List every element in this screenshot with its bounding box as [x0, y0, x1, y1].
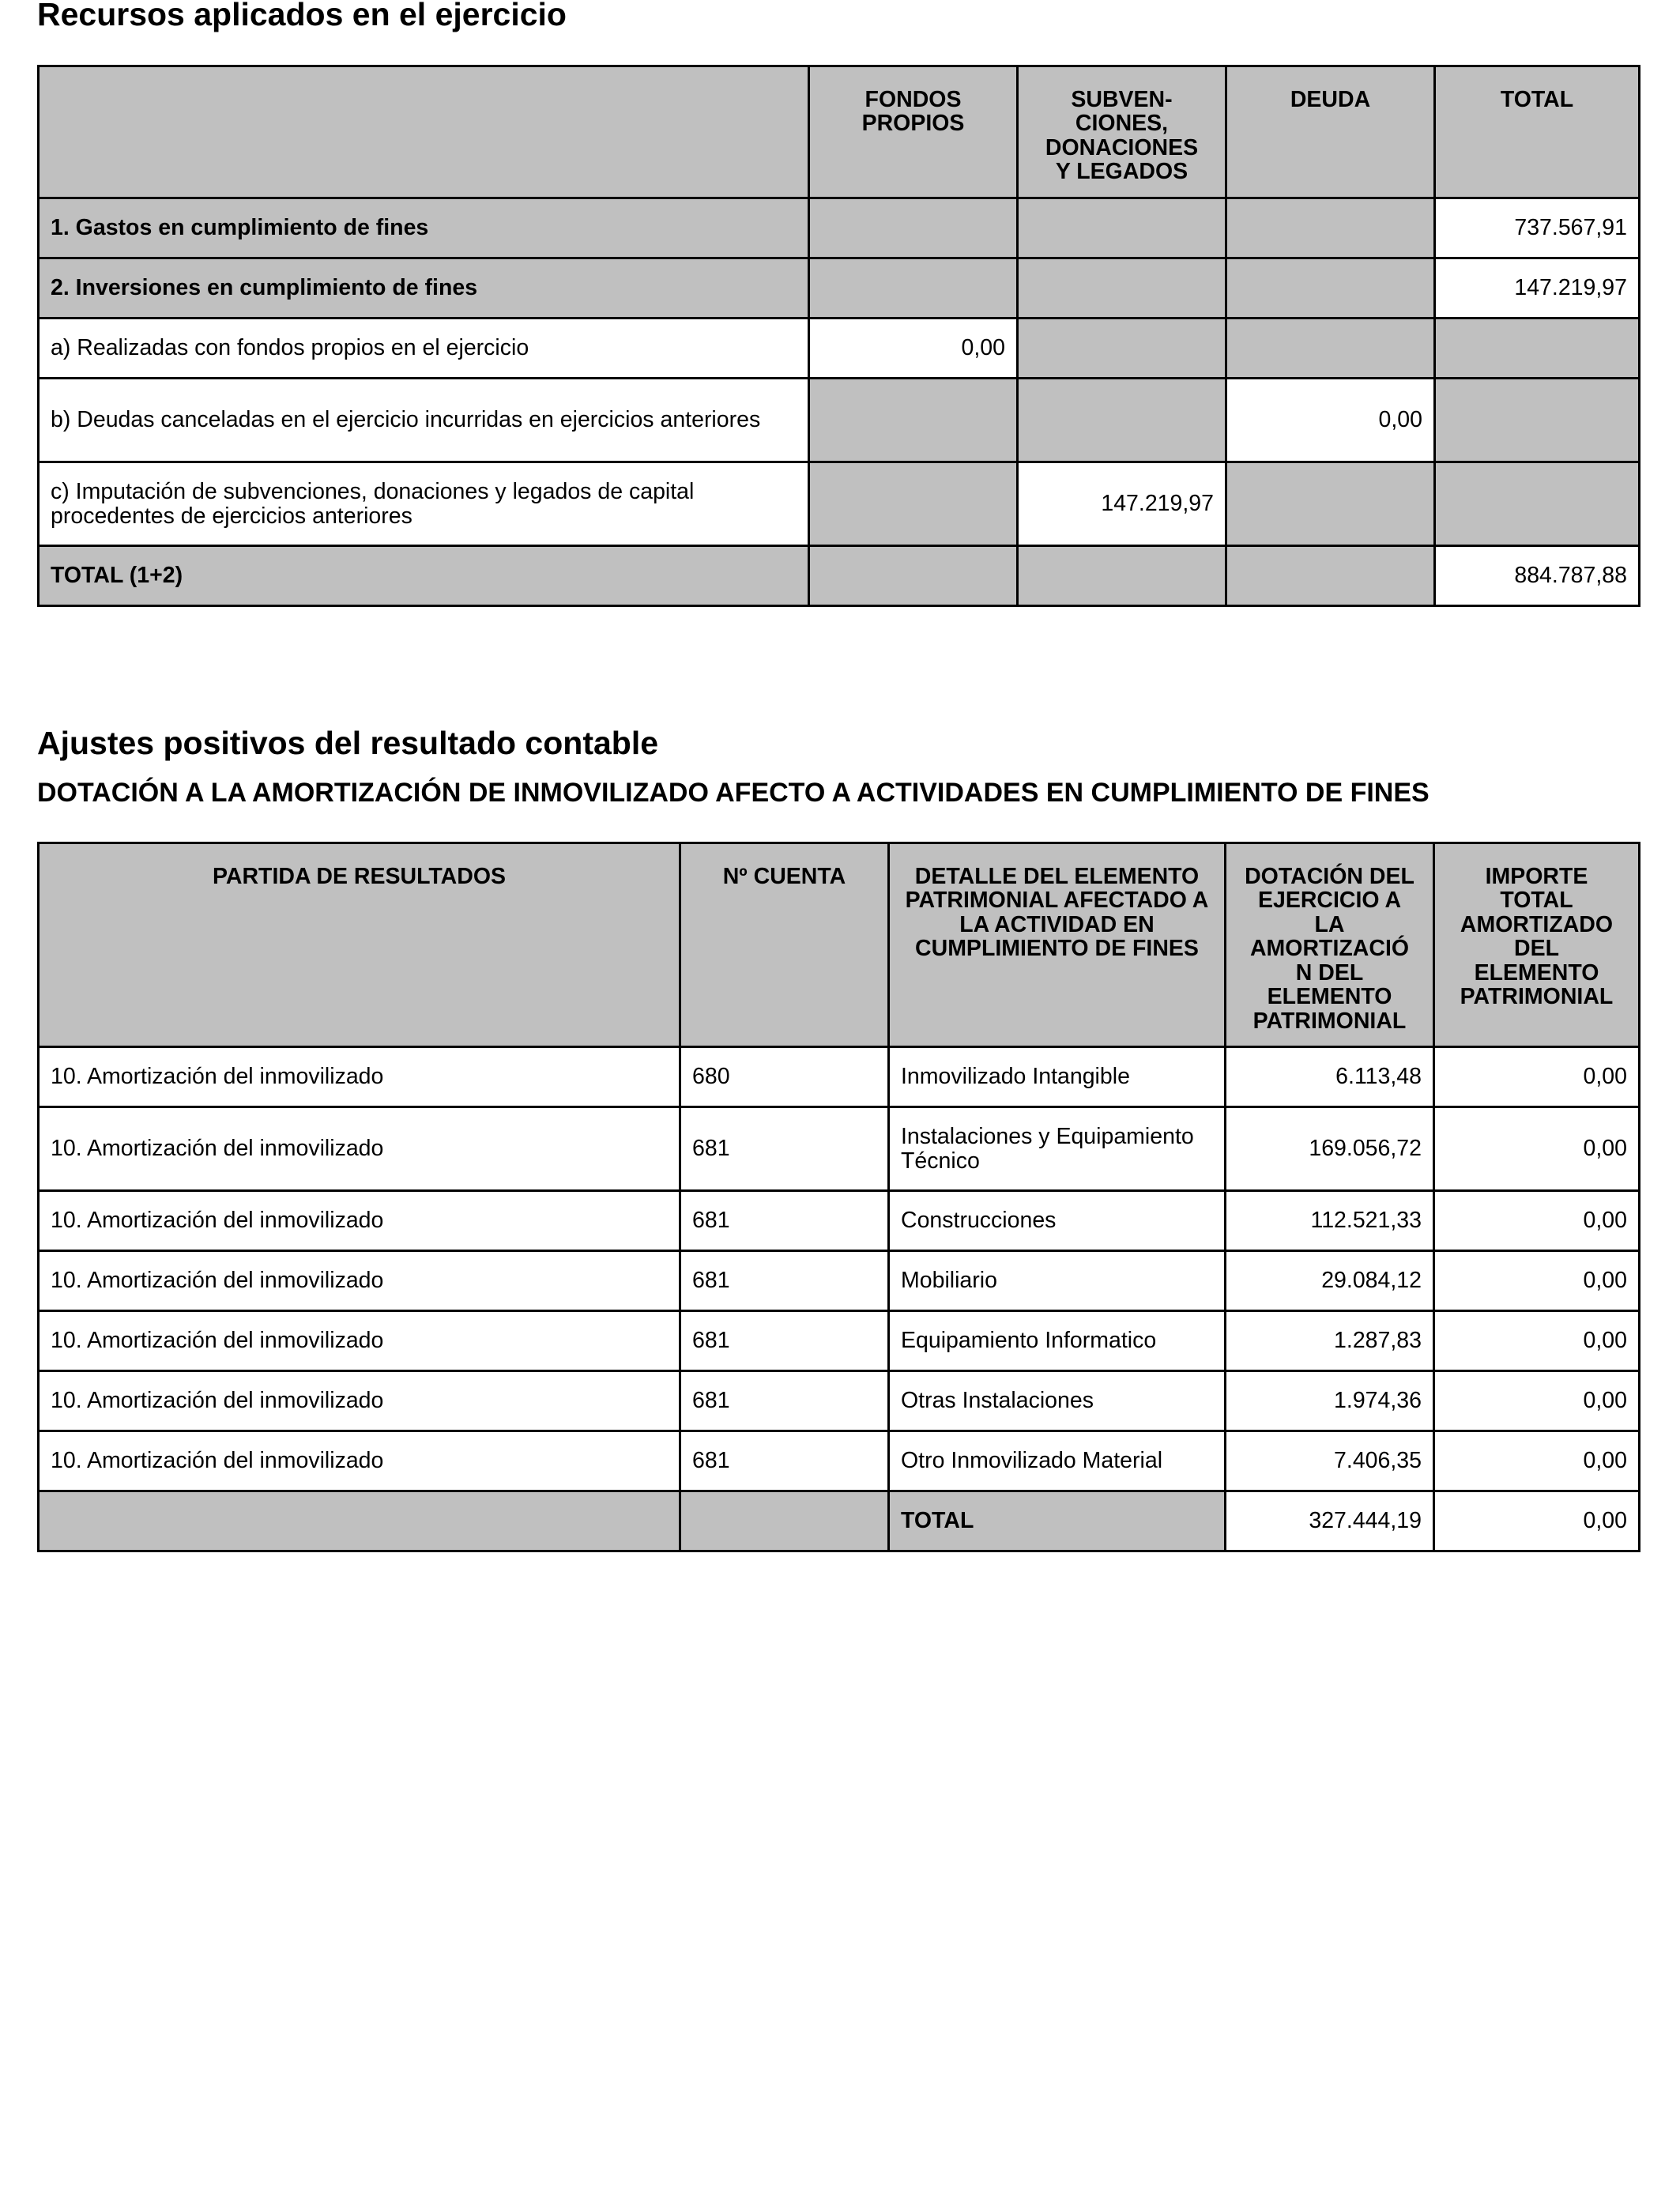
- total-dotacion: 327.444,19: [1226, 1491, 1434, 1551]
- header-deuda: DEUDA: [1226, 66, 1435, 198]
- table-row: [39, 462, 1640, 546]
- cell-cuenta: 681: [680, 1371, 889, 1431]
- header-dotacion: DOTACIÓN DEL EJERCICIO A LA AMORTIZACIÓ N DEL ELEMENTO PATRIMONIAL: [1226, 843, 1434, 1047]
- cell-cuenta: 681: [680, 1251, 889, 1311]
- cell-subvenciones: [1018, 258, 1226, 319]
- recursos-table: [37, 65, 1640, 607]
- cell-fondos: [809, 258, 1018, 319]
- cell-total: 147.219,97: [1435, 258, 1640, 319]
- cell-cuenta: 681: [680, 1311, 889, 1371]
- cell-cuenta: 681: [680, 1431, 889, 1491]
- cell-fondos: [809, 198, 1018, 258]
- cell-partida: 10. Amortización del inmovilizado: [39, 1047, 680, 1107]
- recursos-header-row: [39, 66, 1640, 198]
- cell-subvenciones: [1018, 198, 1226, 258]
- cell-deuda: [1226, 546, 1435, 606]
- cell-total: 737.567,91: [1435, 198, 1640, 258]
- cell-dotacion: 6.113,48: [1226, 1047, 1434, 1107]
- cell-detalle: Instalaciones y Equipamiento Técnico: [889, 1107, 1226, 1191]
- cell-partida: 10. Amortización del inmovilizado: [39, 1251, 680, 1311]
- table-row-total: [39, 546, 1640, 606]
- header-total: TOTAL: [1435, 66, 1640, 198]
- cell-partida: 10. Amortización del inmovilizado: [39, 1311, 680, 1371]
- row-label: 1. Gastos en cumplimiento de fines: [39, 198, 809, 258]
- header-cuenta: Nº CUENTA: [680, 843, 889, 1047]
- cell-total: [1435, 462, 1640, 546]
- cell-detalle: Equipamiento Informatico: [889, 1311, 1226, 1371]
- cell-importe: 0,00: [1434, 1107, 1640, 1191]
- cell-detalle: Otras Instalaciones: [889, 1371, 1226, 1431]
- cell-partida: 10. Amortización del inmovilizado: [39, 1191, 680, 1251]
- cell-dotacion: 7.406,35: [1226, 1431, 1434, 1491]
- table-row: [39, 1431, 1640, 1491]
- amortizacion-table: [37, 842, 1640, 1552]
- cell-importe: 0,00: [1434, 1251, 1640, 1311]
- cell-dotacion: 29.084,12: [1226, 1251, 1434, 1311]
- table-row: [39, 1371, 1640, 1431]
- cell-total: [1435, 379, 1640, 462]
- cell-total: [1435, 319, 1640, 379]
- cell-partida: [39, 1491, 680, 1551]
- cell-importe: 0,00: [1434, 1431, 1640, 1491]
- header-detalle: DETALLE DEL ELEMENTO PATRIMONIAL AFECTADO A LA ACTIVIDAD EN CUMPLIMIENTO DE FINES: [889, 843, 1226, 1047]
- table-row: [39, 1107, 1640, 1191]
- total-importe: 0,00: [1434, 1491, 1640, 1551]
- row-label: a) Realizadas con fondos propios en el ejercicio: [39, 319, 809, 379]
- table-row: [39, 1311, 1640, 1371]
- header-subvenciones: SUBVEN- CIONES, DONACIONES Y LEGADOS: [1018, 66, 1226, 198]
- cell-partida: 10. Amortización del inmovilizado: [39, 1431, 680, 1491]
- cell-subvenciones: [1018, 319, 1226, 379]
- table-row-total: [39, 1491, 1640, 1551]
- cell-dotacion: 1.974,36: [1226, 1371, 1434, 1431]
- cell-partida: 10. Amortización del inmovilizado: [39, 1371, 680, 1431]
- table-row: [39, 319, 1640, 379]
- cell-deuda: [1226, 462, 1435, 546]
- cell-subvenciones: [1018, 546, 1226, 606]
- section-subtitle-dotacion: DOTACIÓN A LA AMORTIZACIÓN DE INMOVILIZADO AFECTO A ACTIVIDADES EN CUMPLIMIENTO DE FINES: [37, 778, 1430, 808]
- cell-cuenta: [680, 1491, 889, 1551]
- table-row: [39, 379, 1640, 462]
- row-label: TOTAL (1+2): [39, 546, 809, 606]
- cell-importe: 0,00: [1434, 1371, 1640, 1431]
- cell-subvenciones: [1018, 379, 1226, 462]
- cell-cuenta: 680: [680, 1047, 889, 1107]
- cell-detalle: Otro Inmovilizado Material: [889, 1431, 1226, 1491]
- total-label: TOTAL: [889, 1491, 1226, 1551]
- table-row: [39, 1191, 1640, 1251]
- table-row: [39, 198, 1640, 258]
- header-importe: IMPORTE TOTAL AMORTIZADO DEL ELEMENTO PATRIMONIAL: [1434, 843, 1640, 1047]
- header-partida: PARTIDA DE RESULTADOS: [39, 843, 680, 1047]
- cell-deuda: [1226, 198, 1435, 258]
- cell-fondos: [809, 546, 1018, 606]
- cell-subvenciones: 147.219,97: [1018, 462, 1226, 546]
- section-title-recursos: Recursos aplicados en el ejercicio: [37, 0, 567, 32]
- table-row: [39, 1047, 1640, 1107]
- table-row: [39, 1251, 1640, 1311]
- section-title-ajustes: Ajustes positivos del resultado contable: [37, 725, 659, 761]
- cell-deuda: 0,00: [1226, 379, 1435, 462]
- row-label: c) Imputación de subvenciones, donaciones y legados de capital procedentes de ejercicios anteriores: [39, 462, 809, 546]
- cell-cuenta: 681: [680, 1107, 889, 1191]
- cell-detalle: Construcciones: [889, 1191, 1226, 1251]
- cell-deuda: [1226, 319, 1435, 379]
- cell-detalle: Mobiliario: [889, 1251, 1226, 1311]
- amortizacion-header-row: [39, 843, 1640, 1047]
- cell-importe: 0,00: [1434, 1311, 1640, 1371]
- row-label: b) Deudas canceladas en el ejercicio incurridas en ejercicios anteriores: [39, 379, 809, 462]
- cell-deuda: [1226, 258, 1435, 319]
- recursos-header-blank: [39, 66, 809, 198]
- cell-importe: 0,00: [1434, 1047, 1640, 1107]
- cell-fondos: [809, 379, 1018, 462]
- cell-total: 884.787,88: [1435, 546, 1640, 606]
- cell-importe: 0,00: [1434, 1191, 1640, 1251]
- cell-dotacion: 169.056,72: [1226, 1107, 1434, 1191]
- header-fondos-propios: FONDOS PROPIOS: [809, 66, 1018, 198]
- cell-fondos: [809, 462, 1018, 546]
- cell-fondos: 0,00: [809, 319, 1018, 379]
- cell-dotacion: 112.521,33: [1226, 1191, 1434, 1251]
- cell-detalle: Inmovilizado Intangible: [889, 1047, 1226, 1107]
- cell-dotacion: 1.287,83: [1226, 1311, 1434, 1371]
- cell-partida: 10. Amortización del inmovilizado: [39, 1107, 680, 1191]
- cell-cuenta: 681: [680, 1191, 889, 1251]
- row-label: 2. Inversiones en cumplimiento de fines: [39, 258, 809, 319]
- table-row: [39, 258, 1640, 319]
